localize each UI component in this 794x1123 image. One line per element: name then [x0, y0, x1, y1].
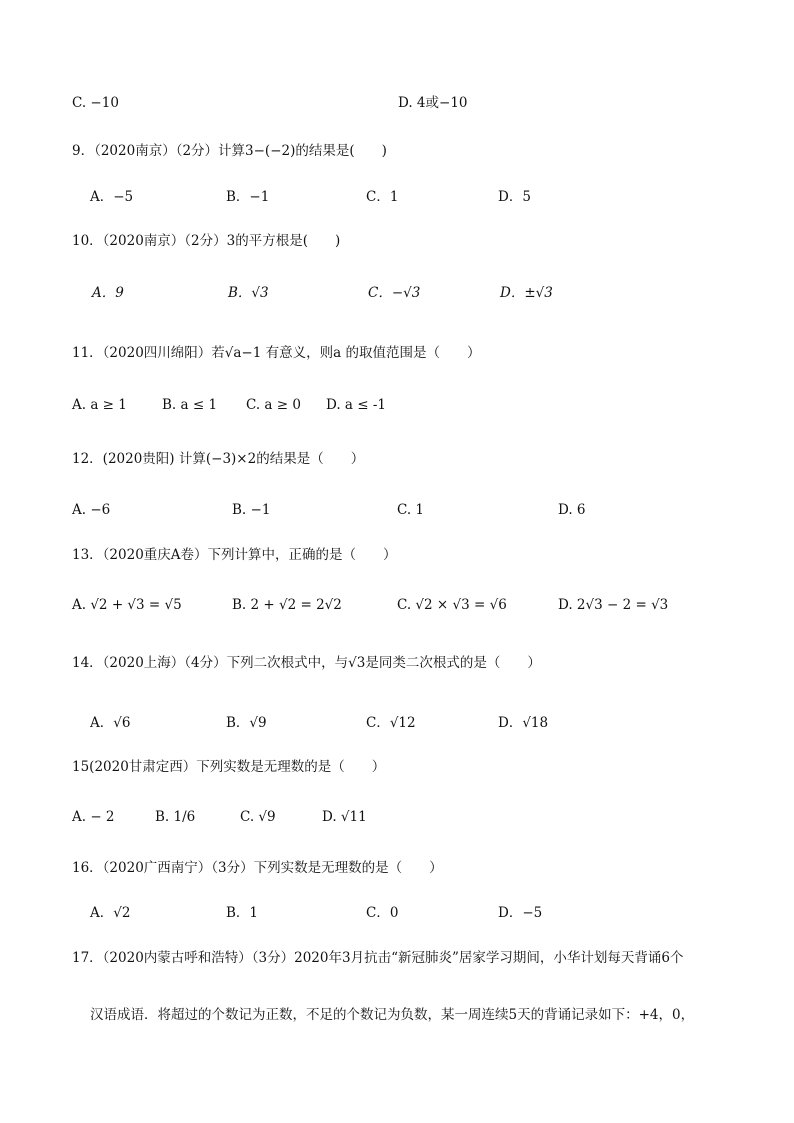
- option-d: D. 4或−10: [398, 95, 468, 111]
- question-stem: 12．(2020贵阳) 计算(−3)×2的结果是（ ）: [72, 451, 365, 467]
- option-d: D．±√3: [500, 285, 553, 301]
- option-b: B．√3: [228, 285, 269, 301]
- question-16-options: [0, 898, 794, 928]
- question-10: [0, 226, 794, 256]
- option-a: A. − 2: [72, 809, 115, 825]
- question-stem: 13．（2020重庆A卷）下列计算中，正确的是（ ）: [72, 547, 397, 563]
- option-d: D. √11: [322, 809, 367, 825]
- question-9: [0, 136, 794, 166]
- option-c: C. −10: [72, 95, 119, 111]
- option-d: D. 2√3 − 2 = √3: [558, 597, 669, 613]
- question-9-options: [0, 182, 794, 212]
- option-c: C. √2 × √3 = √6: [397, 597, 507, 613]
- option-a: A．√6: [90, 715, 131, 731]
- option-c: C. √9: [240, 809, 276, 825]
- question-16: [0, 853, 794, 883]
- option-b: B. 1/6: [155, 809, 196, 825]
- question-stem: 11．（2020四川绵阳）若√a−1 有意义，则a 的取值范围是（ ）: [72, 345, 481, 361]
- question-17: [0, 943, 794, 973]
- option-b: B. 2 + √2 = 2√2: [232, 597, 342, 613]
- option-b: B．√9: [226, 715, 267, 731]
- option-b: B. −1: [232, 502, 271, 518]
- option-b: B. a ≤ 1: [162, 397, 218, 413]
- option-c: C. a ≥ 0: [246, 397, 301, 413]
- option-a: A．9: [92, 285, 124, 301]
- question-15-options: [0, 802, 794, 832]
- question-11: [0, 338, 794, 368]
- option-a: A. a ≥ 1: [72, 397, 127, 413]
- option-a: A. √2 + √3 = √5: [72, 597, 182, 613]
- option-b: B．1: [226, 905, 259, 921]
- question-14: [0, 648, 794, 678]
- question-stem: 15(2020甘肃定西）下列实数是无理数的是（ ）: [72, 759, 386, 775]
- question-stem: 9．（2020南京）（2分）计算3−(−2)的结果是( ): [72, 143, 387, 159]
- question-17-continued: [0, 1000, 794, 1030]
- option-c: C．√12: [366, 715, 416, 731]
- question-15: [0, 752, 794, 782]
- option-c: C. 1: [397, 502, 425, 518]
- option-b: B．−1: [226, 189, 270, 205]
- question-stem: 14．（2020上海）（4分）下列二次根式中，与√3是同类二次根式的是（ ）: [72, 655, 541, 671]
- option-a: A．−5: [90, 189, 134, 205]
- option-a: A．√2: [90, 905, 131, 921]
- option-d: D．5: [498, 189, 531, 205]
- option-c: C．1: [366, 189, 399, 205]
- option-d: D. 6: [558, 502, 586, 518]
- question-stem: 10．（2020南京）（2分）3的平方根是( ): [72, 233, 341, 249]
- question-13-options: [0, 590, 794, 620]
- question-8-options: [0, 88, 794, 118]
- question-10-options: [0, 278, 794, 308]
- question-13: [0, 540, 794, 570]
- option-a: A. −6: [72, 502, 111, 518]
- option-c: C．0: [366, 905, 399, 921]
- option-d: D．√18: [498, 715, 549, 731]
- question-14-options: [0, 708, 794, 738]
- option-d: D. a ≤ -1: [326, 397, 387, 413]
- question-stem-line-2: 汉语成语．将超过的个数记为正数，不足的个数记为负数，某一周连续5天的背诵记录如下：+4，0，: [90, 1007, 695, 1023]
- question-12-options: [0, 495, 794, 525]
- question-stem-line-1: 17．（2020内蒙古呼和浩特）（3分）2020年3月抗击“新冠肺炎”居家学习期间，小华计划每天背诵6个: [72, 950, 684, 966]
- option-c: C．−√3: [368, 285, 421, 301]
- question-11-options: [0, 390, 794, 420]
- option-d: D．−5: [498, 905, 543, 921]
- question-stem: 16．（2020广西南宁）（3分）下列实数是无理数的是（ ）: [72, 860, 443, 876]
- question-12: [0, 444, 794, 474]
